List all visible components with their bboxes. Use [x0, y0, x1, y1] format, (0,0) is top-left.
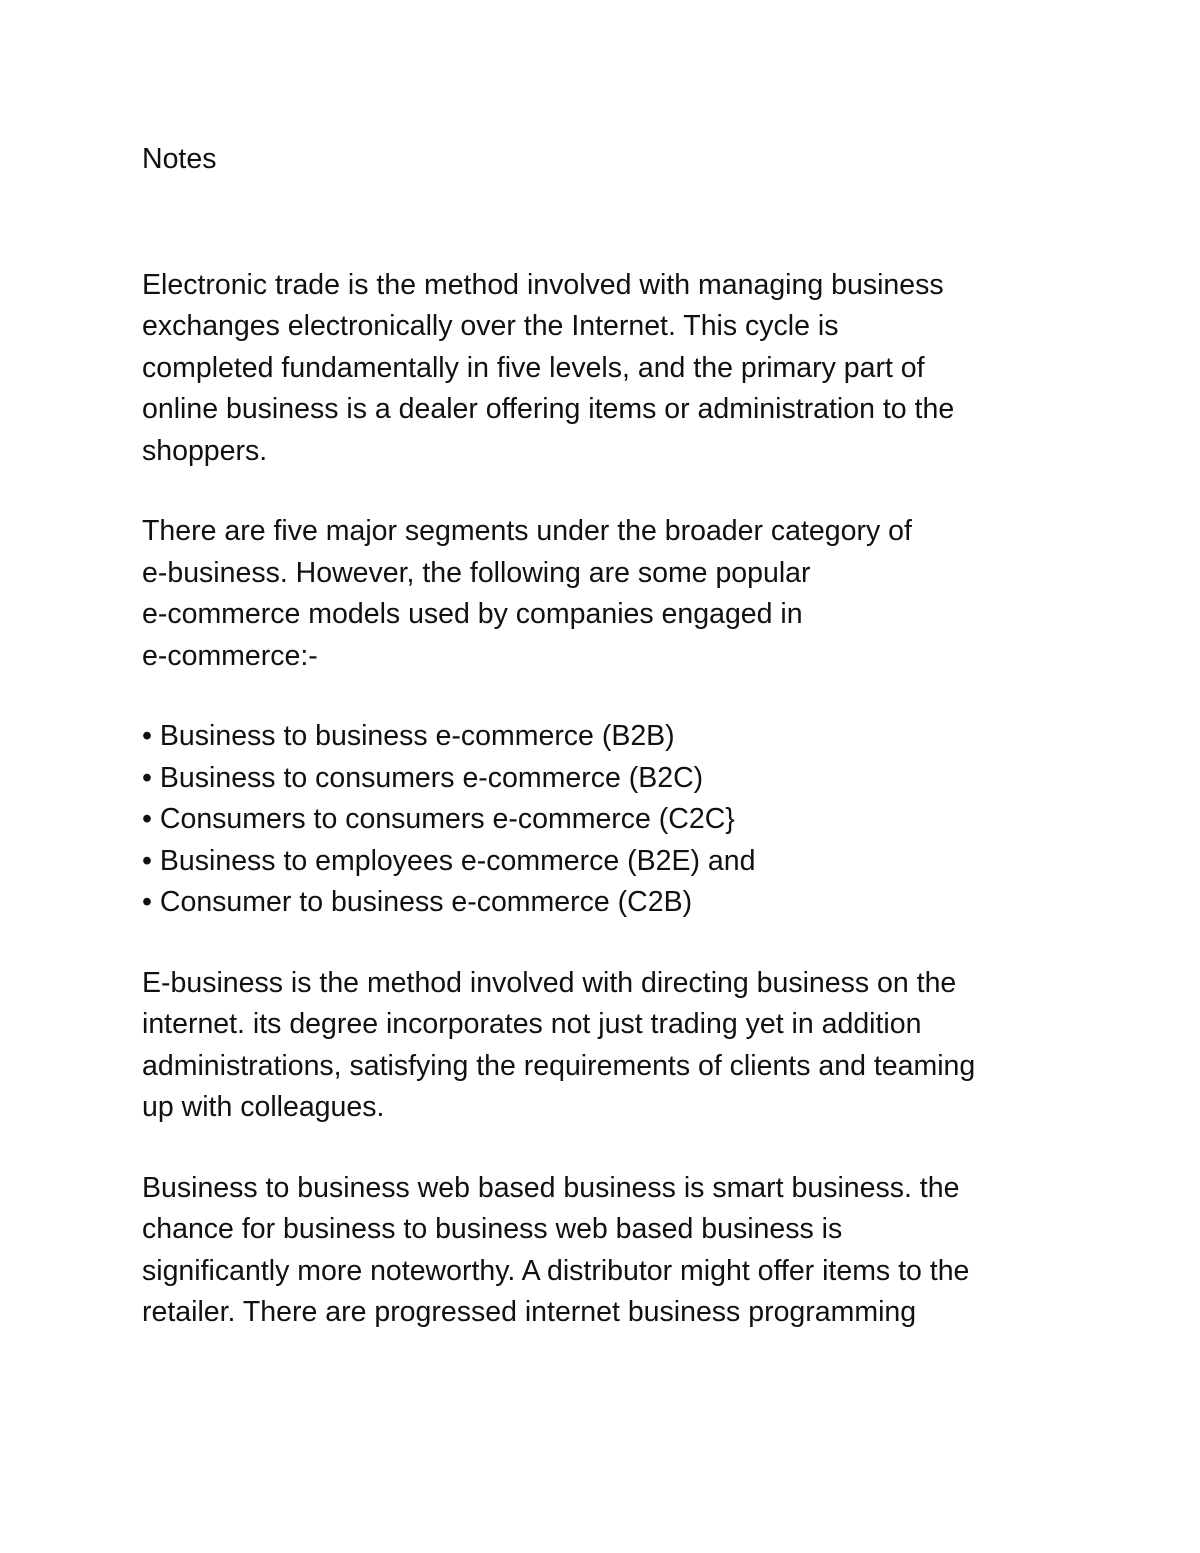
spacer [142, 472, 1082, 511]
spacer [142, 677, 1082, 716]
list-item-c2c [142, 799, 1082, 841]
text-line: Business to business web based business is smart business. the [142, 1171, 960, 1204]
text-line: exchanges electronically over the Internet. This cycle is [142, 310, 839, 342]
text-line: up with colleagues. [142, 1091, 385, 1123]
text-line: significantly more noteworthy. A distributor might offer items to the [142, 1254, 970, 1287]
list-item-text: • Consumers to consumers e-commerce (C2C} [142, 803, 735, 835]
text-line: completed fundamentally in five levels, and the primary part of [142, 351, 925, 384]
text-line: e-business. However, the following are some popular [142, 556, 811, 589]
list-item-b2b [142, 716, 1082, 758]
text-line: shoppers. [142, 434, 268, 467]
list-item-b2e [142, 841, 1082, 883]
list-item-c2b [142, 882, 1082, 924]
text-line: retailer. There are progressed internet business programming [142, 1296, 917, 1328]
paragraph-segments [142, 511, 1082, 677]
ecommerce-models-list [142, 716, 1082, 924]
spacer [142, 181, 1082, 265]
list-item-b2c [142, 758, 1082, 800]
paragraph-b2b [142, 1168, 1082, 1334]
list-item-text: • Business to consumers e-commerce (B2C) [142, 761, 704, 794]
text-line: E-business is the method involved with directing business on the [142, 966, 957, 999]
paragraph-ecommerce-definition [142, 265, 1082, 473]
document-body [142, 139, 1082, 1334]
list-item-text: • Business to business e-commerce (B2B) [142, 720, 675, 752]
text-line: administrations, satisfying the requirements of clients and teaming [142, 1049, 976, 1082]
list-item-text: • Business to employees e-commerce (B2E) and [142, 844, 756, 877]
document-title: Notes [142, 143, 217, 175]
text-line: online business is a dealer offering items or administration to the [142, 393, 955, 425]
list-item-text: • Consumer to business e-commerce (C2B) [142, 886, 693, 918]
text-line: There are five major segments under the broader category of [142, 515, 912, 547]
spacer [142, 1129, 1082, 1168]
text-line: e-commerce models used by companies engaged in [142, 598, 803, 630]
text-line: Electronic trade is the method involved with managing business [142, 268, 944, 301]
text-line: chance for business to business web based business is [142, 1213, 843, 1245]
spacer [142, 924, 1082, 963]
paragraph-ebusiness-definition [142, 963, 1082, 1129]
text-line: internet. its degree incorporates not just trading yet in addition [142, 1008, 922, 1040]
text-line: e-commerce:- [142, 639, 318, 672]
